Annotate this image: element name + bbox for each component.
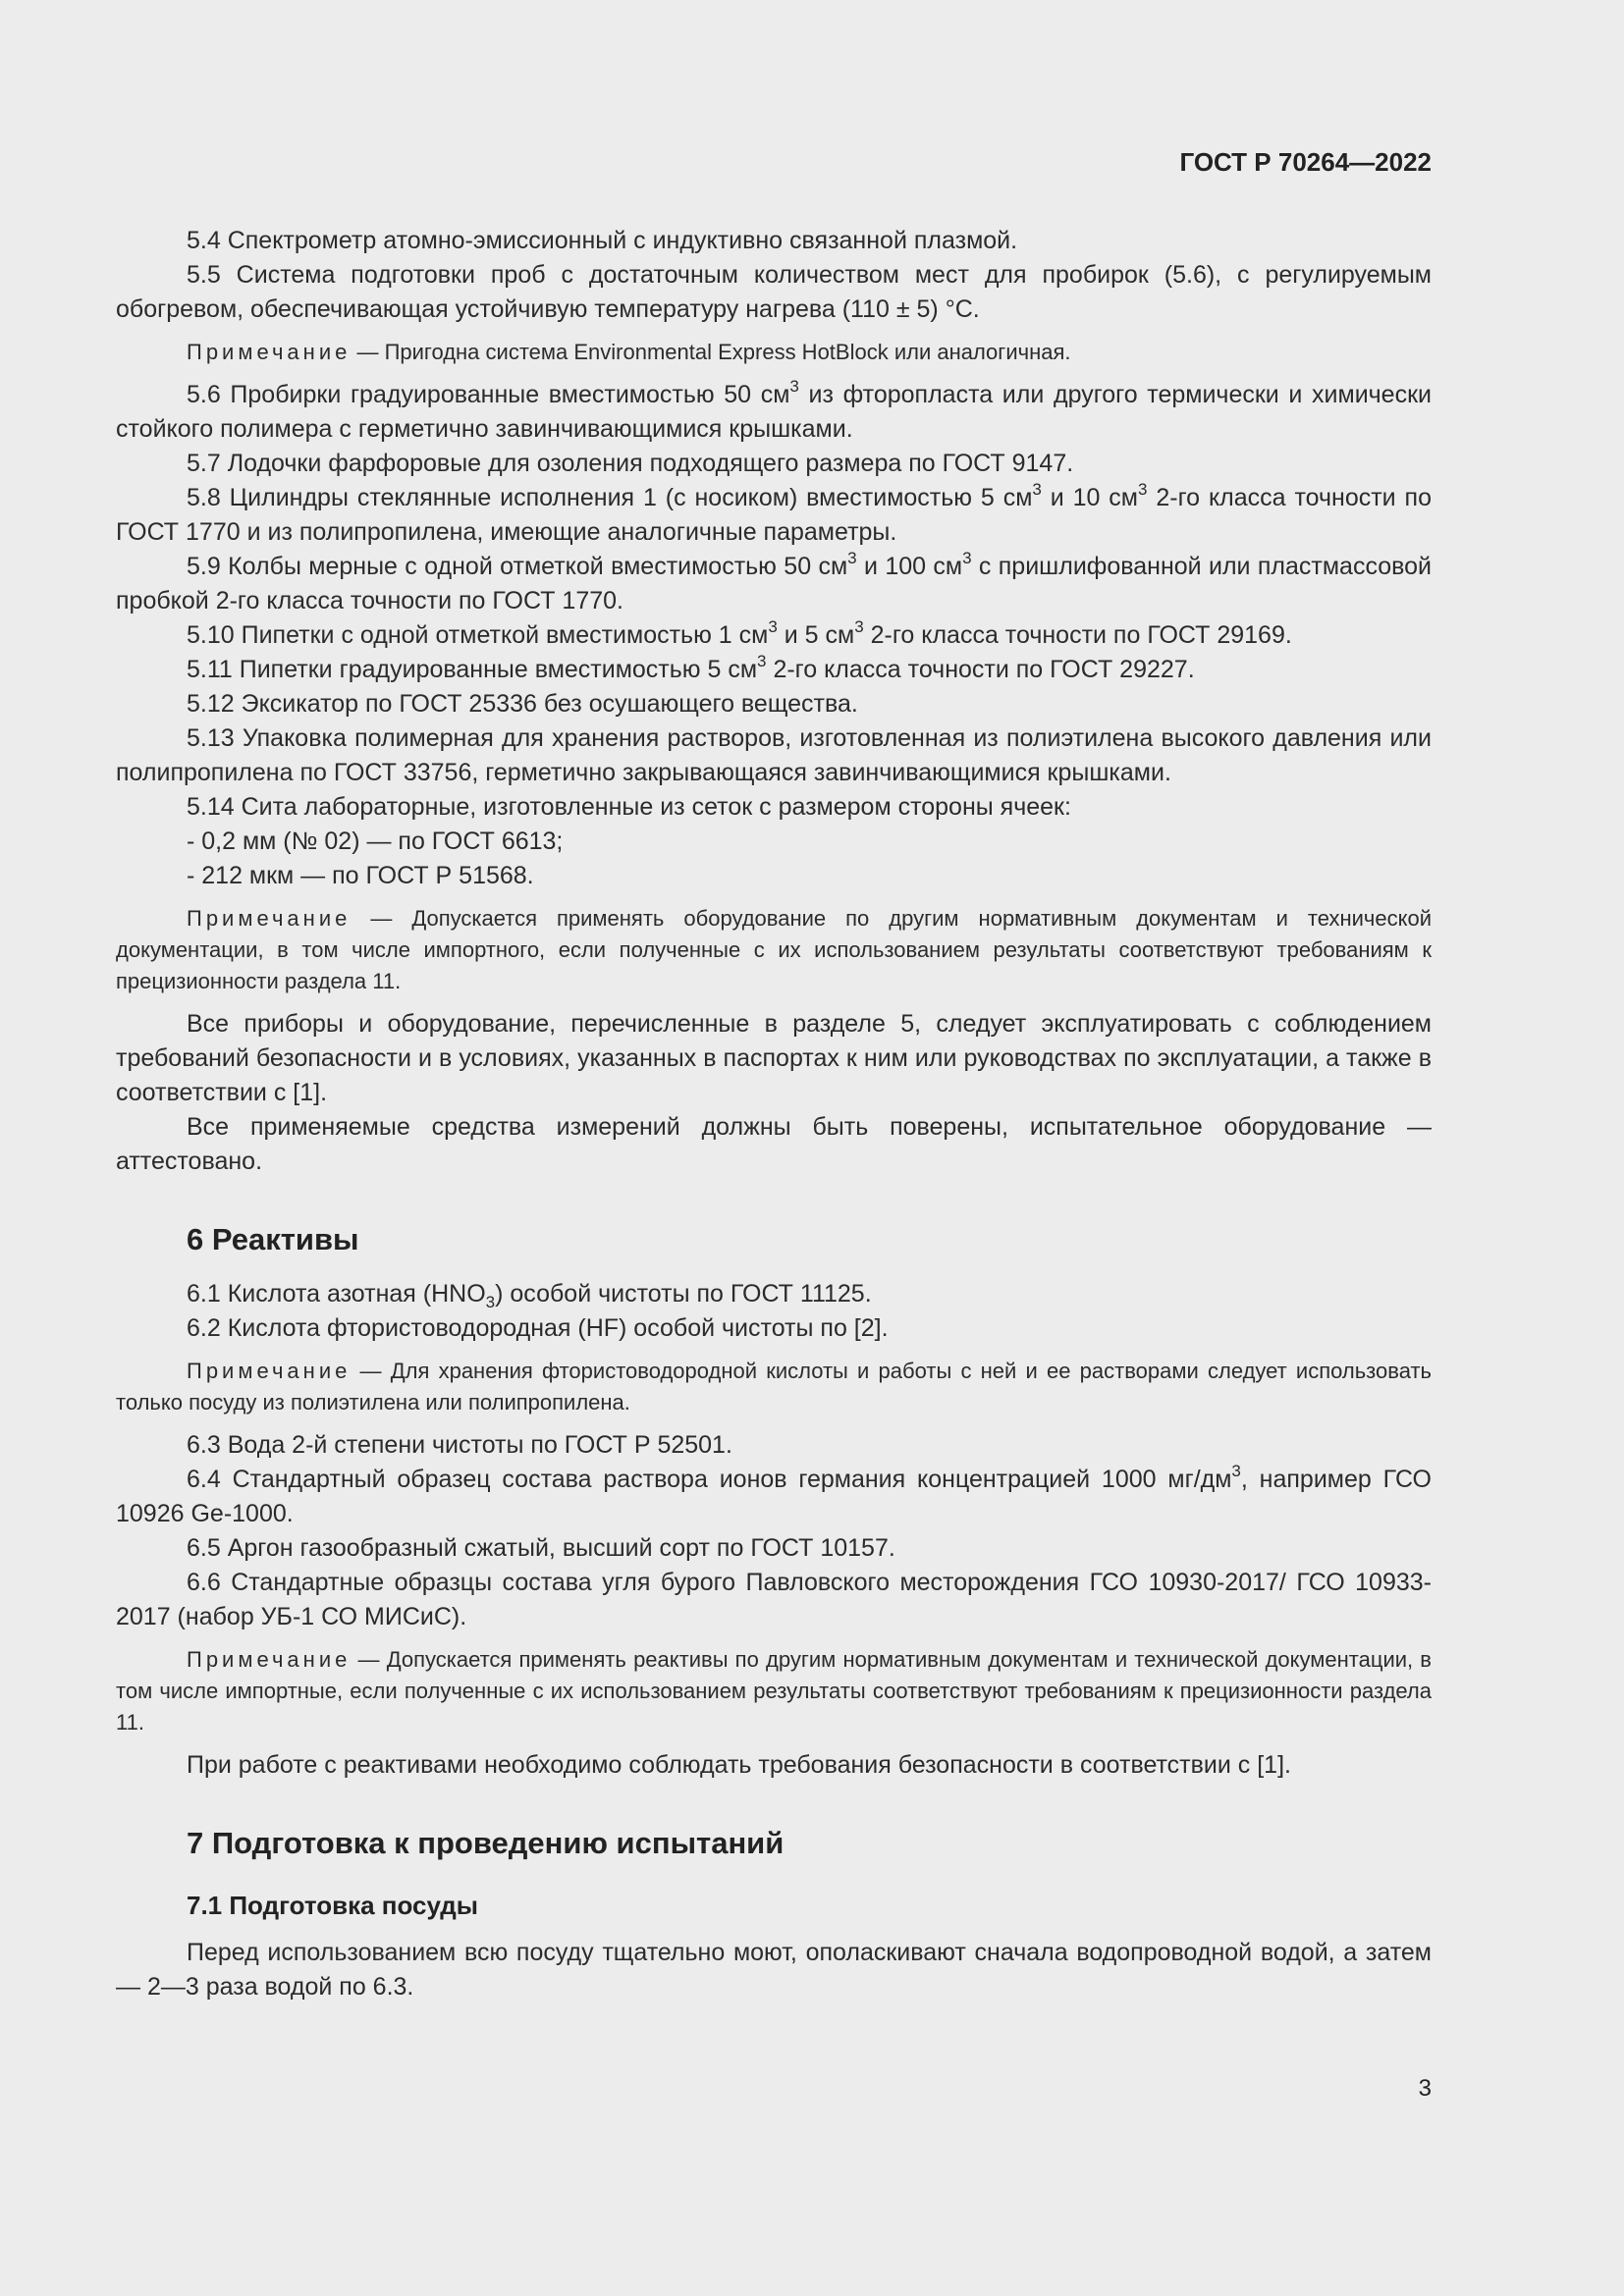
text-part: из фторопласта или другого термически и химически стойкого полимера с герметично завинчивающимися крышками. [116,381,1432,443]
text-part: , например ГСО 10926 Ge-1000. [116,1466,1432,1527]
item-5-10 [116,618,1432,653]
item-5-14: 5.14 Сита лабораторные, изготовленные из сеток с размером стороны ячеек: [187,793,1071,821]
item-5-12: 5.12 Эксикатор по ГОСТ 25336 без осушающего вещества. [187,690,858,718]
paragraph: Перед использованием всю посуду тщательно моют, ополаскивают сначала водопроводной водой, а затем — 2—3 раза водой по 6.3. [116,1939,1432,2001]
text-part: 2-го класса точности по ГОСТ 29169. [863,621,1292,649]
note-4 [116,1644,1432,1738]
note-3 [116,1356,1432,1418]
item-5-9 [116,550,1432,618]
superscript: 3 [789,376,799,396]
item-6-3: 6.3 Вода 2-й степени чистоты по ГОСТ Р 52501. [187,1431,732,1459]
list-item: - 212 мкм — по ГОСТ Р 51568. [187,862,534,889]
note-text: — Пригодна система Environmental Express HotBlock или аналогичная. [351,340,1071,364]
item-5-11 [116,653,1432,687]
document-body [116,224,1432,2004]
paragraph: Все приборы и оборудование, перечисленные в разделе 5, следует эксплуатировать с соблюдением требований безопасности и в условиях, указанных в паспортах к ним или руководствах по эксплуатации, а также в соответствии с [1]. [116,1010,1432,1106]
text-part: ) особой чистоты по ГОСТ 11125. [495,1280,872,1308]
text-part: 2-го класса точности по ГОСТ 29227. [766,656,1195,683]
text-part: и 5 см [777,621,855,649]
item-5-5: 5.5 Система подготовки проб с достаточным количеством мест для пробирок (5.6), с регулируемым обогревом, обеспечивающая устойчивую температуру нагрева (110 ± 5) °С. [116,261,1432,323]
item-6-4 [116,1463,1432,1531]
note-label: Примечание [187,1359,352,1383]
note-text: — Для хранения фтористоводородной кислоты и работы с ней и ее растворами следует использовать только посуду из полиэтилена или полипропилена. [116,1359,1432,1415]
text-part: и 10 см [1041,484,1138,511]
item-5-13: 5.13 Упаковка полимерная для хранения растворов, изготовленная из полиэтилена высокого давления или полипропилена по ГОСТ 33756, герметично закрывающаяся завинчивающимися крышками. [116,724,1432,786]
item-5-7: 5.7 Лодочки фарфоровые для озоления подходящего размера по ГОСТ 9147. [187,450,1074,477]
page-number: 3 [1418,2075,1432,2102]
text-part: 2-го класса точности по ГОСТ 1770 и из полипропилена, имеющие аналогичные параметры. [116,484,1432,546]
superscript: 3 [768,616,778,636]
superscript: 3 [854,616,864,636]
item-5-4: 5.4 Спектрометр атомно-эмиссионный с индуктивно связанной плазмой. [187,227,1018,254]
note-1 [116,337,1432,368]
note-text: — Допускается применять реактивы по другим нормативным документам и технической документации, в том числе импортные, если полученные с их использованием результаты соответствуют требованиям к прецизионности раздела 11. [116,1647,1432,1735]
superscript: 3 [962,548,972,567]
superscript: 3 [1138,479,1148,499]
note-text: — Допускается применять оборудование по другим нормативным документам и технической документации, в том числе импортного, если полученные с их использованием результаты соответствуют требованиям к прецизионности раздела 11. [116,906,1432,993]
list-item: - 0,2 мм (№ 02) — по ГОСТ 6613; [187,828,564,855]
document-page [116,0,1432,2296]
item-5-8 [116,481,1432,550]
note-label: Примечание [187,340,352,364]
text-part: 5.8 Цилиндры стеклянные исполнения 1 (с носиком) вместимостью 5 см [187,484,1033,511]
subsection-title-7-1: 7.1 Подготовка посуды [187,1891,478,1920]
text-part: 5.10 Пипетки с одной отметкой вместимостью 1 см [187,621,769,649]
superscript: 3 [1231,1461,1241,1480]
item-5-6 [116,378,1432,447]
paragraph: При работе с реактивами необходимо соблюдать требования безопасности в соответствии с [1]. [187,1751,1291,1779]
section-title-7: 7 Подготовка к проведению испытаний [187,1826,785,1860]
note-label: Примечание [187,1647,352,1672]
text-part: с пришлифованной или пластмассовой пробкой 2-го класса точности по ГОСТ 1770. [116,553,1433,614]
subscript: 3 [485,1293,496,1311]
text-part: 5.11 Пипетки градуированные вместимостью 5 см [187,656,758,683]
document-header: ГОСТ Р 70264—2022 [1179,147,1432,177]
note-2 [116,903,1432,997]
superscript: 3 [757,651,767,670]
item-6-5: 6.5 Аргон газообразный сжатый, высший сорт по ГОСТ 10157. [187,1534,895,1562]
superscript: 3 [847,548,857,567]
item-6-1 [116,1277,1432,1311]
text-part: 5.6 Пробирки градуированные вместимостью 50 см [187,381,790,408]
item-6-6: 6.6 Стандартные образцы состава угля бурого Павловского месторождения ГСО 10930-2017/ ГСО 10933-2017 (набор УБ-1 СО МИСиС). [116,1569,1432,1630]
note-label: Примечание [187,906,352,931]
text-part: 6.1 Кислота азотная (HNO [187,1280,486,1308]
section-title-6: 6 Реактивы [187,1222,359,1256]
text-part: 5.9 Колбы мерные с одной отметкой вместимостью 50 см [187,553,848,580]
paragraph: Все применяемые средства измерений должны быть поверены, испытательное оборудование — аттестовано. [116,1113,1432,1175]
text-part: и 100 см [856,553,963,580]
superscript: 3 [1032,479,1042,499]
item-6-2: 6.2 Кислота фтористоводородная (HF) особой чистоты по [2]. [187,1314,889,1342]
text-part: 6.4 Стандартный образец состава раствора ионов германия концентрацией 1000 мг/дм [187,1466,1232,1493]
